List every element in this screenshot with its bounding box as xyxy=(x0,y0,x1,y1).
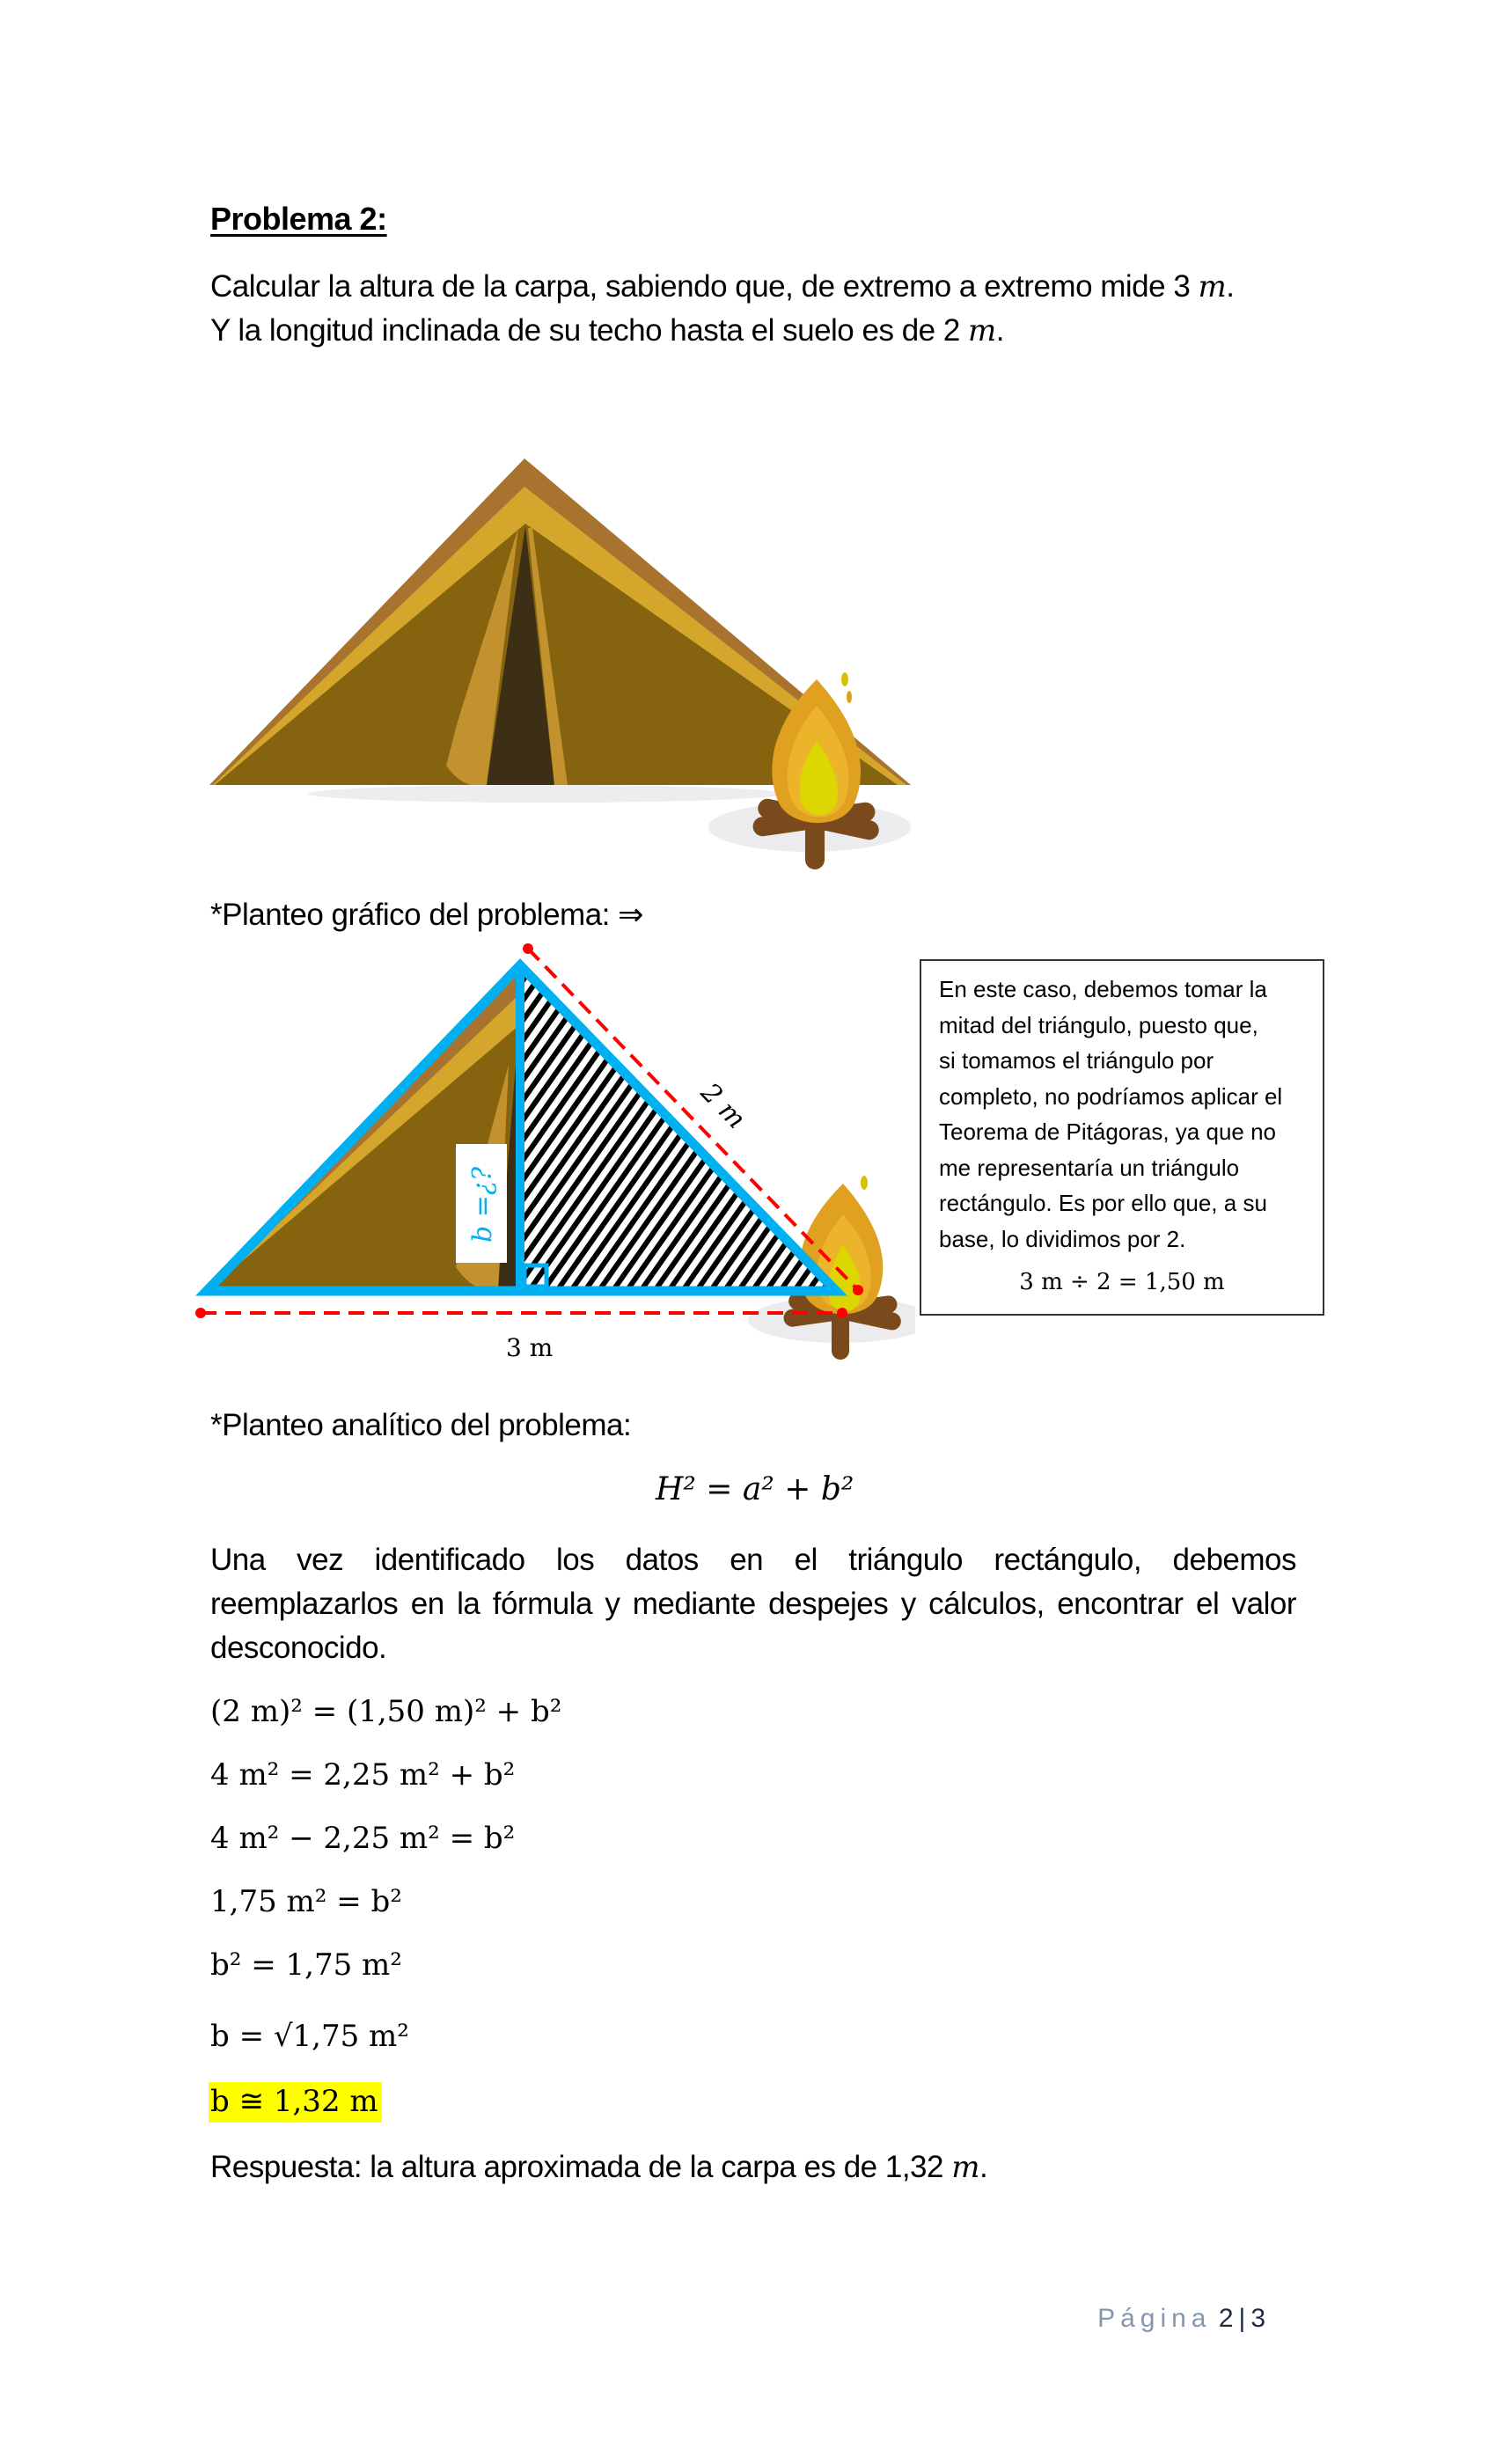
explanation-note xyxy=(920,959,1324,1316)
equation-step: (2 m)² = (1,50 m)² + b² xyxy=(210,1694,562,1729)
analytic-heading: *Planteo analítico del problema: xyxy=(210,1408,632,1442)
graphic-heading: *Planteo gráfico del problema: ⇒ xyxy=(210,898,643,932)
explanation-paragraph-rest: reemplazarlos en la fórmula y mediante despejes y cálculos, encontrar el valor desconocido. xyxy=(210,1587,1296,1665)
page-current: 2 xyxy=(1218,2304,1234,2333)
equation-step: b² = 1,75 m² xyxy=(210,1947,402,1983)
note-line: rectángulo. Es por ello que, a su xyxy=(939,1190,1267,1216)
note-line: Teorema de Pitágoras, ya que no xyxy=(939,1118,1277,1145)
unit: m xyxy=(1198,269,1227,304)
equation-step: 4 m² = 2,25 m² + b² xyxy=(210,1757,516,1793)
punctuation: . xyxy=(979,2150,988,2184)
page-separator: | xyxy=(1238,2304,1246,2333)
unit: m xyxy=(968,313,996,348)
punctuation: . xyxy=(995,313,1005,348)
problem-statement-line-1 xyxy=(210,269,1235,304)
note-line: mitad del triángulo, puesto que, xyxy=(939,1011,1258,1038)
answer-sentence xyxy=(210,2150,987,2185)
equation-step: 4 m² − 2,25 m² = b² xyxy=(210,1821,516,1856)
pythagorean-formula: H² = a² + b² xyxy=(656,1471,854,1507)
explanation-paragraph-line-1: Una vez identificado los datos en el triángulo rectángulo, debemos xyxy=(210,1543,1296,1577)
statement-text: Y la longitud inclinada de su techo hasta el suelo es de 2 xyxy=(210,313,969,348)
note-line: completo, no podríamos aplicar el xyxy=(939,1082,1283,1110)
hypotenuse-label: 2 m xyxy=(694,1077,752,1135)
answer-text: Respuesta: la altura aproximada de la carpa es de 1,32 xyxy=(210,2150,952,2184)
note-text xyxy=(939,972,1317,1257)
note-line: me representaría un triángulo xyxy=(939,1154,1240,1181)
note-line: En este caso, debemos tomar la xyxy=(939,976,1267,1002)
problem-title: Problema 2: xyxy=(210,201,387,237)
highlighted-result: b ≅ 1,32 m xyxy=(209,2082,382,2123)
dimension-endpoint xyxy=(195,1308,206,1318)
result-equation xyxy=(209,2084,382,2119)
note-line: base, lo dividimos por 2. xyxy=(939,1225,1186,1252)
tent-campfire-illustration xyxy=(194,431,933,871)
punctuation: . xyxy=(1226,269,1235,304)
page-total: 3 xyxy=(1250,2304,1265,2333)
dimension-endpoint xyxy=(837,1308,847,1318)
unit: m xyxy=(951,2150,979,2185)
right-triangle-diagram xyxy=(176,933,915,1390)
dimension-endpoint xyxy=(853,1285,863,1295)
note-formula: 3 m ÷ 2 = 1,50 m xyxy=(1019,1269,1225,1295)
page-word: Página xyxy=(1097,2304,1212,2333)
problem-statement-line-2 xyxy=(210,313,1004,348)
statement-text: Calcular la altura de la carpa, sabiendo que, de extremo a extremo mide 3 xyxy=(210,269,1199,304)
dimension-endpoint xyxy=(523,943,533,954)
note-line: si tomamos el triángulo por xyxy=(939,1047,1214,1074)
height-label: b =¿? xyxy=(467,1166,498,1243)
equation-step: b = √1,75 m² xyxy=(210,2019,409,2054)
page-footer xyxy=(1097,2304,1265,2334)
equation-step: 1,75 m² = b² xyxy=(210,1884,402,1919)
base-label: 3 m xyxy=(506,1333,554,1362)
